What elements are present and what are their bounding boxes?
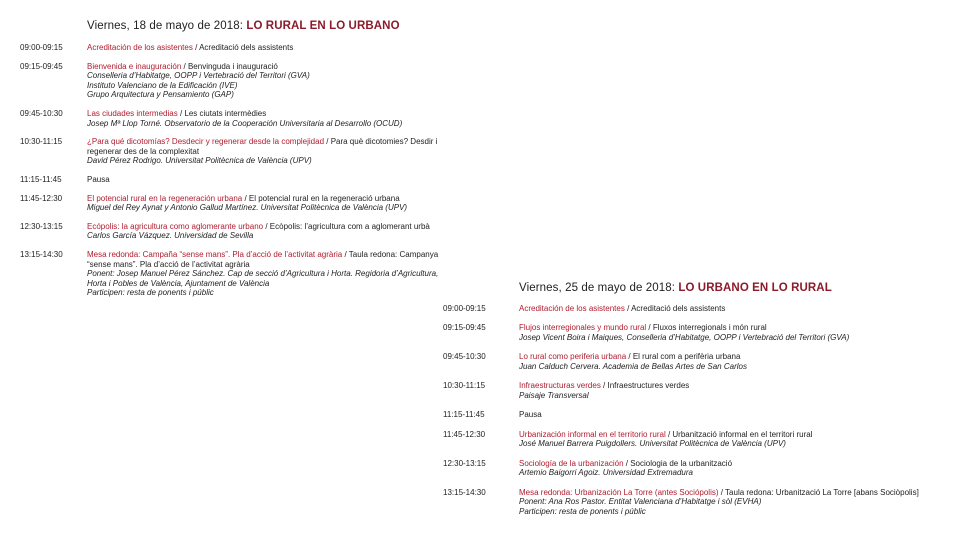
session-time: 09:15-09:45: [20, 61, 63, 71]
session-title-es: ¿Para qué dicotomías? Desdecir y regenerar desde la complejidad: [87, 137, 325, 147]
day-2-sessions: [443, 304, 955, 516]
session-title-es: El potencial rural en la regeneración urbana: [87, 193, 243, 203]
title-separator: /: [342, 249, 349, 259]
day-1-date: Viernes, 18 de mayo de 2018:: [87, 20, 244, 32]
session-time: 11:45-12:30: [20, 193, 63, 203]
session-time: 09:15-09:45: [443, 323, 486, 333]
session-row: [20, 175, 440, 185]
session-title-ca: El potencial rural en la regeneració urbana: [248, 193, 400, 203]
title-separator: /: [626, 352, 633, 362]
session-row: [20, 43, 440, 53]
session-time: 10:30-11:15: [20, 137, 63, 147]
session-detail: Ponent: Ana Ros Pastor. Entitat Valenciana d’Habitatge i sòl (EVHA): [519, 497, 762, 507]
session-row: [443, 430, 955, 449]
session-detail: Josep Vicent Boira i Maiques, Conselleria d’Habitatge, OOPP i Vertebració del Territori (GVA): [519, 332, 850, 342]
title-separator: /: [623, 458, 631, 468]
session-detail: Miguel del Rey Aynat y Antonio Gallud Martínez. Universitat Politècnica de València (UPV): [87, 203, 408, 213]
session-content: [87, 250, 440, 298]
program-day-1: [20, 20, 440, 307]
title-separator: /: [665, 429, 673, 439]
session-content: [519, 430, 955, 449]
session-time: 11:15-11:45: [443, 410, 485, 420]
session-title-ca: Ecòpolis: l’agricultura com a aglomerant urbà: [269, 221, 430, 231]
session-row: [20, 137, 440, 166]
session-detail: Instituto Valenciano de la Edificación (IVE): [87, 80, 238, 90]
title-separator: /: [181, 61, 188, 71]
session-time: 12:30-13:15: [20, 221, 63, 231]
session-title-ca: Pausa: [519, 410, 542, 420]
session-detail: Artemio Baigorri Agoiz. Universidad Extremadura: [519, 468, 693, 478]
day-2-theme: LO URBANO EN LO RURAL: [678, 282, 832, 294]
session-row: [443, 488, 955, 517]
session-content: [519, 323, 955, 342]
session-detail: Participen: resta de ponents i públic: [519, 506, 646, 516]
session-row: [443, 323, 955, 342]
session-detail: Ponent: Josep Manuel Pérez Sánchez. Cap de secció d’Agricultura i Horta. Regidoria d’Agricultura, Horta i Pobles de València, Ajuntament de València: [87, 269, 439, 288]
title-separator: /: [718, 487, 726, 497]
session-content: [519, 410, 955, 420]
session-content: [87, 109, 440, 128]
session-detail: Juan Calduch Cervera. Academia de Bellas Artes de San Carlos: [519, 361, 747, 371]
session-detail: Grupo Arquitectura y Pensamiento (GAP): [87, 90, 234, 100]
session-row: [20, 109, 440, 128]
title-separator: /: [324, 137, 331, 147]
session-title-es: Acreditación de los asistentes: [87, 43, 193, 52]
session-content: [87, 175, 440, 185]
session-title-ca: Acreditació dels assistents: [199, 43, 294, 52]
title-separator: /: [263, 221, 270, 231]
day-1-theme: LO RURAL EN LO URBANO: [246, 20, 400, 32]
session-content: [519, 381, 955, 400]
session-row: [443, 304, 955, 314]
session-title-ca: El rural com a perifèria urbana: [632, 352, 741, 362]
session-content: [519, 304, 955, 314]
session-row: [443, 381, 955, 400]
title-separator: /: [624, 304, 632, 313]
day-2-date: Viernes, 25 de mayo de 2018:: [519, 282, 676, 294]
day-1-sessions: [20, 43, 440, 298]
session-title-ca: Les ciutats intermèdies: [184, 108, 267, 118]
session-detail: José Manuel Barrera Puigdollers. Universitat Politècnica de València (UPV): [519, 439, 786, 449]
session-time: 11:15-11:45: [20, 174, 62, 184]
title-separator: /: [600, 381, 608, 391]
session-title-ca: Benvinguda i inauguració: [187, 61, 278, 71]
session-title-es: Urbanización informal en el territorio rural: [519, 429, 666, 439]
session-detail: David Pérez Rodrigo. Universitat Politècnica de València (UPV): [87, 156, 312, 166]
session-title-es: Infraestructuras verdes: [519, 381, 601, 391]
session-title-ca: Pausa: [87, 174, 110, 184]
session-title-ca: Fluxos interregionals i món rural: [652, 323, 767, 333]
title-separator: /: [646, 323, 653, 333]
session-title-es: Ecópolis: la agricultura como aglomerante urbano: [87, 221, 264, 231]
day-1-title: [87, 20, 440, 32]
session-content: [87, 43, 440, 53]
session-detail: Josep Mª Llop Torné. Observatorio de la Cooperación Universitaria al Desarrollo (OCUD): [87, 118, 403, 128]
session-title-es: Lo rural como periferia urbana: [519, 352, 627, 362]
session-content: [87, 62, 440, 100]
session-title-ca: Urbanització informal en el territori rural: [672, 429, 813, 439]
session-title-es: Flujos interregionales y mundo rural: [519, 323, 647, 333]
session-detail: Conselleria d’Habitatge, OOPP i Vertebració del Territori (GVA): [87, 71, 310, 81]
session-time: 10:30-11:15: [443, 381, 486, 391]
session-content: [519, 459, 955, 478]
session-title-ca: Sociologia de la urbanització: [630, 458, 733, 468]
session-time: 09:00-09:15: [20, 43, 63, 52]
session-title-es: Acreditación de los asistentes: [519, 304, 625, 313]
session-content: [519, 352, 955, 371]
title-separator: /: [192, 43, 200, 52]
session-title-es: Las ciudades intermedias: [87, 108, 178, 118]
session-row: [20, 194, 440, 213]
session-time: 09:45-10:30: [443, 352, 486, 362]
session-title-ca: Para què dicotomies? Desdir i regenerar des de la complexitat: [87, 137, 438, 156]
title-separator: /: [242, 193, 249, 203]
session-title-ca: Taula redona: Campanya “sense mans”. Pla d’acció de l’activitat agrària: [87, 249, 439, 269]
session-time: 13:15-14:30: [20, 249, 63, 259]
program-day-2: [443, 282, 955, 526]
session-title-es: Bienvenida e inauguración: [87, 61, 182, 71]
session-row: [20, 222, 440, 241]
session-title-ca: Taula redona: Urbanització La Torre [abans Sociòpolis]: [725, 487, 919, 497]
session-time: 12:30-13:15: [443, 458, 486, 468]
session-title-es: Sociología de la urbanización: [519, 458, 624, 468]
session-time: 13:15-14:30: [443, 487, 486, 497]
session-title-ca: Infraestructures verdes: [607, 381, 690, 391]
session-content: [87, 194, 440, 213]
session-time: 11:45-12:30: [443, 429, 486, 439]
session-title-es: Mesa redonda: Campaña “sense mans”. Pla d’acció de l’activitat agrària: [87, 249, 343, 259]
session-row: [443, 352, 955, 371]
session-title-ca: Acreditació dels assistents: [631, 304, 726, 313]
session-title-es: Mesa redonda: Urbanización La Torre (antes Sociópolis): [519, 487, 719, 497]
session-time: 09:00-09:15: [443, 304, 486, 313]
session-content: [87, 222, 440, 241]
session-detail: Paisaje Transversal: [519, 390, 589, 400]
session-content: [87, 137, 440, 166]
session-row: [20, 250, 440, 298]
session-row: [443, 459, 955, 478]
session-detail: Carlos García Vázquez. Universidad de Sevilla: [87, 231, 254, 241]
session-row: [443, 410, 955, 420]
session-detail: Participen: resta de ponents i públic: [87, 288, 214, 298]
session-content: [519, 488, 955, 517]
session-row: [20, 62, 440, 100]
title-separator: /: [177, 108, 185, 118]
session-time: 09:45-10:30: [20, 108, 63, 118]
day-2-title: [519, 282, 955, 294]
